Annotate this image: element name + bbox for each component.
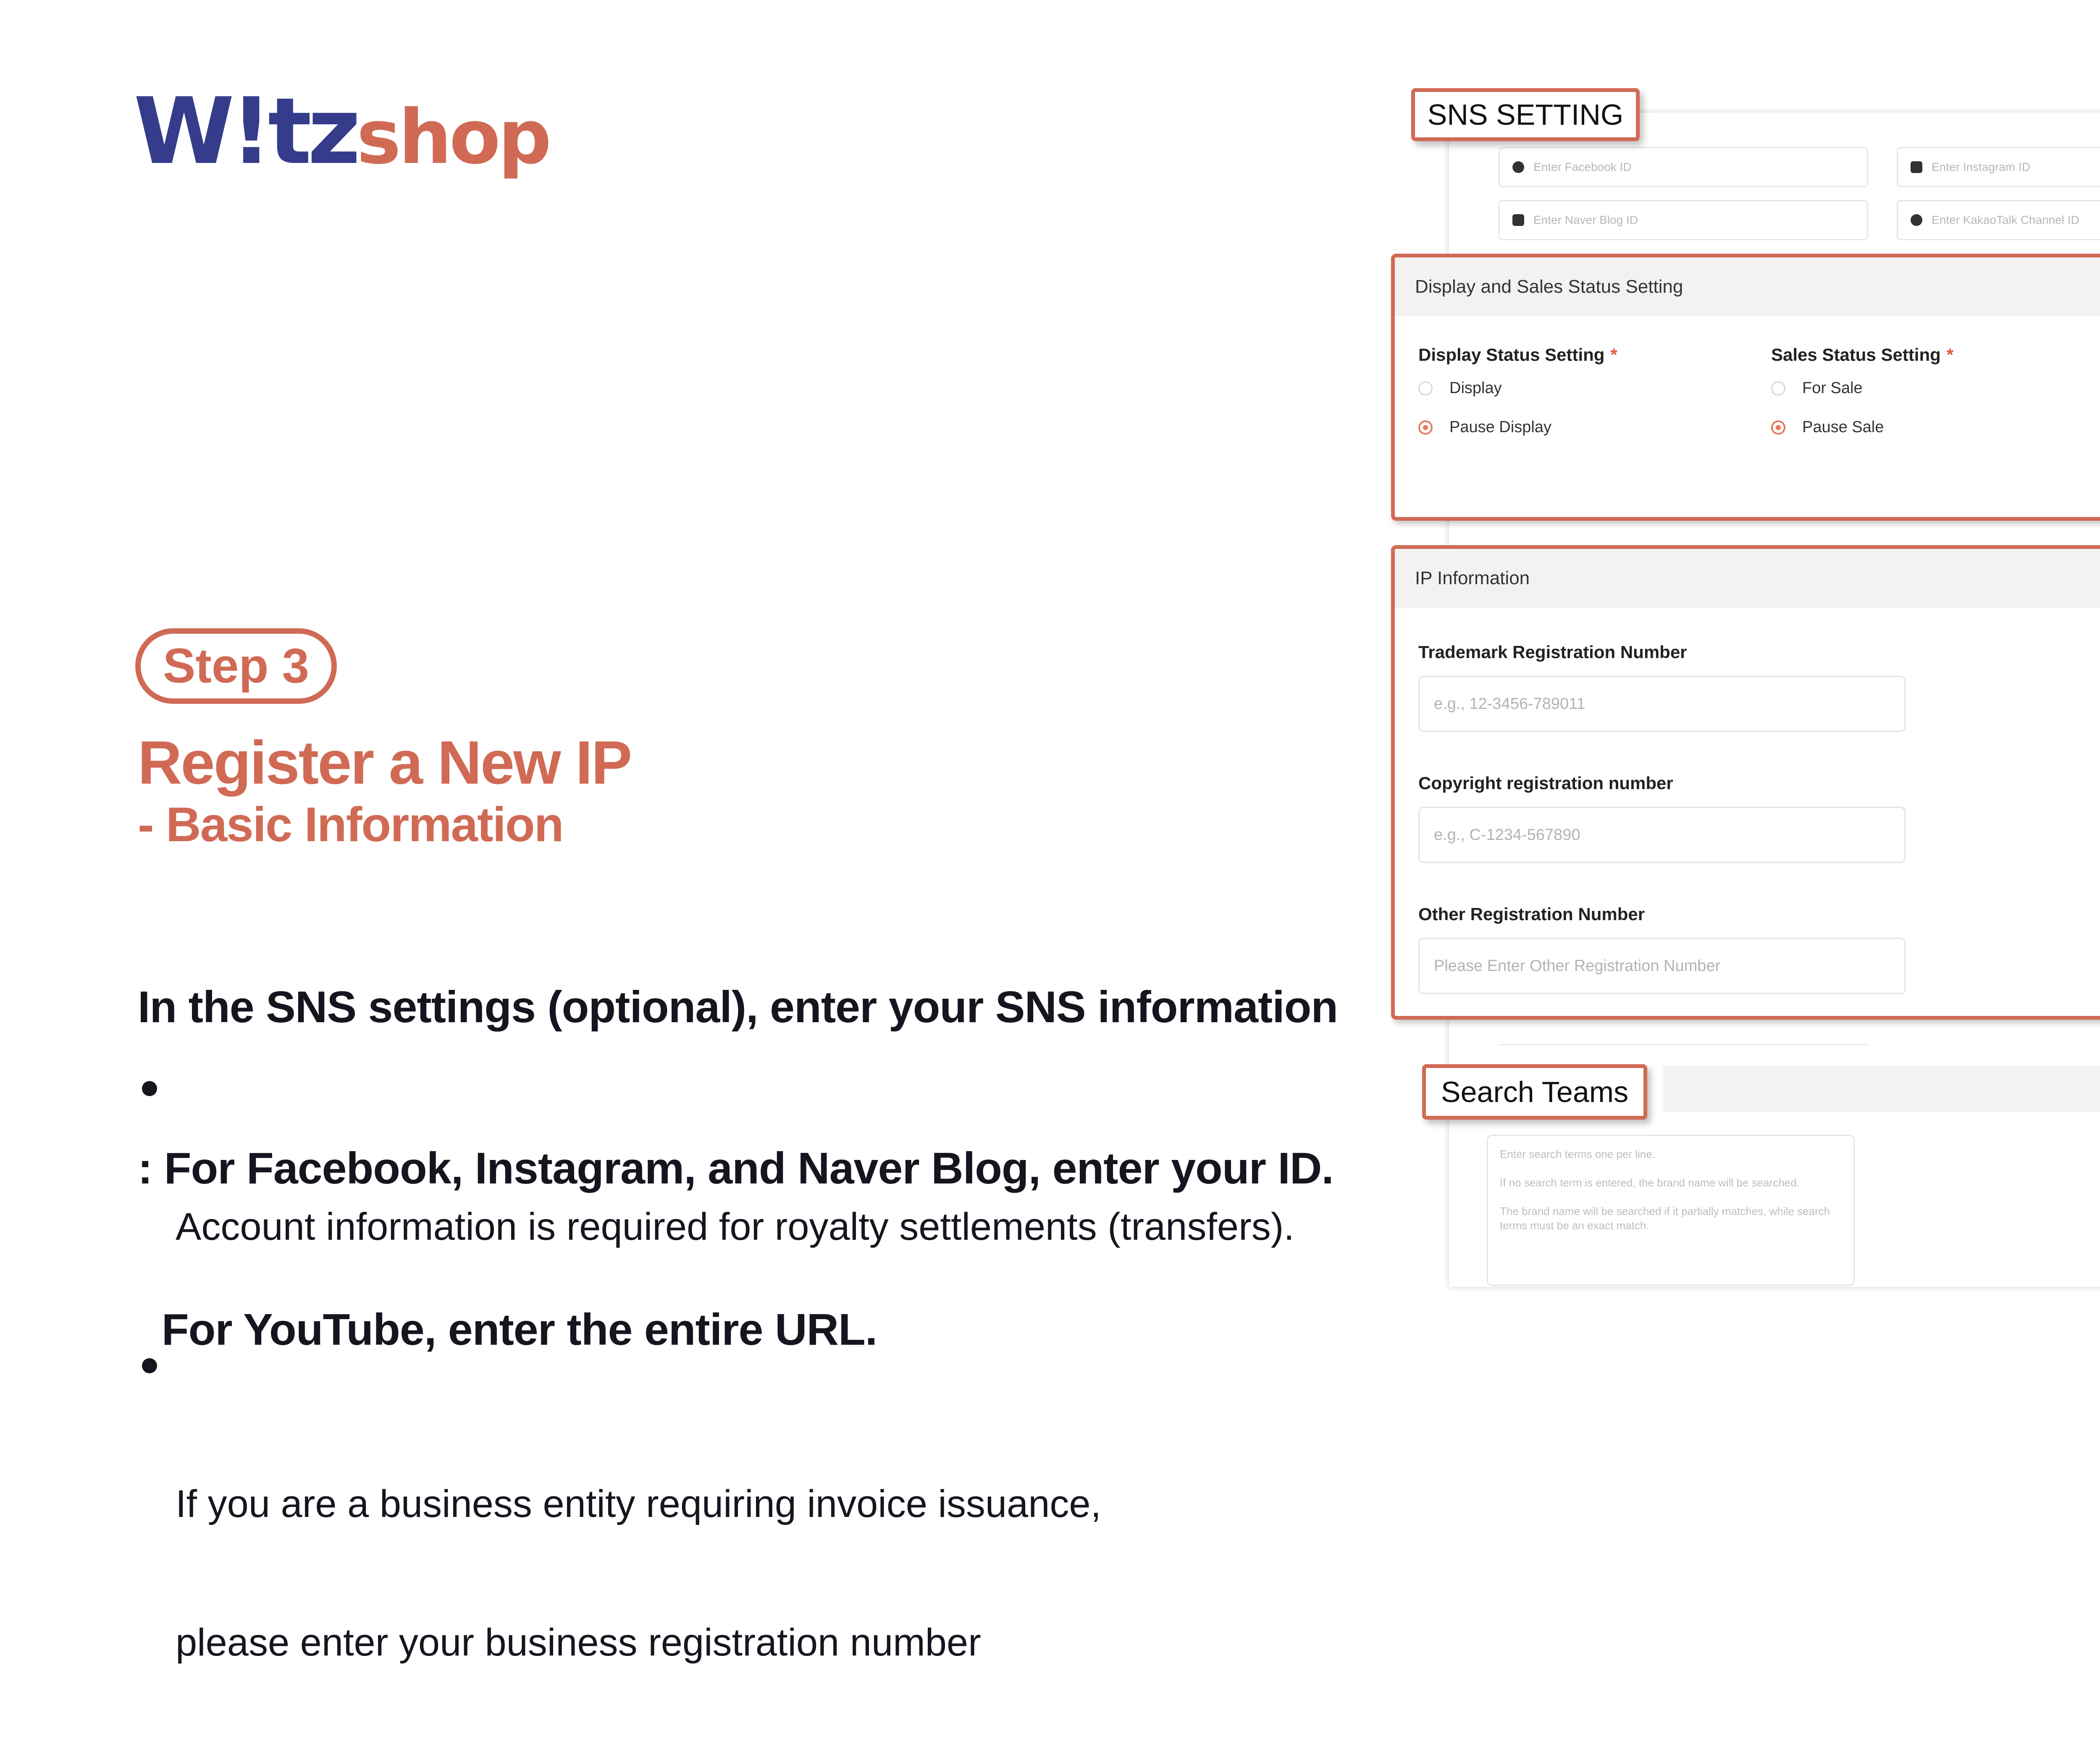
instagram-icon <box>1911 161 1922 173</box>
radio-for-sale[interactable]: For Sale <box>1771 379 1953 397</box>
bullet-dot-icon <box>142 1358 157 1373</box>
kakao-channel-id-input[interactable]: Enter KakaoTalk Channel ID <box>1897 200 2100 240</box>
textarea-hint-line: Enter search terms one per line. <box>1500 1148 1655 1160</box>
logo-wordmark-shop: shop <box>356 94 549 181</box>
facebook-id-input[interactable]: Enter Facebook ID <box>1499 147 1868 187</box>
kakaotalk-icon <box>1911 214 1922 226</box>
trademark-number-input[interactable]: e.g., 12-3456-789011 <box>1418 676 1906 732</box>
witzshop-logo <box>134 79 549 195</box>
other-registration-input[interactable]: Please Enter Other Registration Number <box>1418 938 1906 994</box>
trademark-label: Trademark Registration Number <box>1418 642 1687 662</box>
display-status-label: Display Status Setting * <box>1418 345 1617 365</box>
naver-blog-id-input[interactable]: Enter Naver Blog ID <box>1499 200 1868 240</box>
sns-setting-callout: SNS SETTING <box>1411 88 1640 141</box>
radio-pause-sale[interactable]: Pause Sale <box>1771 418 1953 436</box>
description-line: : For Facebook, Instagram, and Naver Blog, enter your ID. <box>138 1144 1334 1193</box>
logo-wordmark-witz: W!tz <box>134 79 357 185</box>
description-line: In the SNS settings (optional), enter your SNS information <box>138 982 1338 1032</box>
status-section-header: Display and Sales Status Setting <box>1395 257 2100 316</box>
copyright-label: Copyright registration number <box>1418 773 1673 793</box>
facebook-icon <box>1512 161 1524 173</box>
radio-on-icon <box>1418 420 1433 435</box>
sales-status-group <box>1771 345 1953 436</box>
display-status-group <box>1418 345 1617 436</box>
radio-pause-display[interactable]: Pause Display <box>1418 418 1617 436</box>
bullet-text: Account information is required for royalty settlements (transfers). <box>176 1205 1294 1248</box>
page-subtitle: - Basic Information <box>138 797 563 852</box>
bullet-text: If you are a business entity requiring invoice issuance, <box>176 1482 1102 1525</box>
bullet-item <box>138 1342 1294 1758</box>
radio-on-icon <box>1771 420 1785 435</box>
ip-information-section <box>1391 545 2100 1020</box>
other-registration-label: Other Registration Number <box>1418 904 1645 924</box>
ip-section-header: IP Information <box>1395 549 2100 608</box>
radio-display[interactable]: Display <box>1418 379 1617 397</box>
description-line: For YouTube, enter the entire URL. <box>138 1305 877 1354</box>
textarea-hint-line: The brand name will be searched if it partially matches, while search terms must be an exact match. <box>1500 1205 1830 1232</box>
radio-off-icon <box>1418 381 1433 396</box>
status-setting-section <box>1391 254 2100 521</box>
search-terms-header-bar <box>1663 1066 2100 1112</box>
bullet-item <box>138 1065 1294 1342</box>
search-teams-callout: Search Teams <box>1422 1064 1647 1120</box>
bullet-dot-icon <box>142 1081 157 1096</box>
copyright-number-input[interactable]: e.g., C-1234-567890 <box>1418 807 1906 863</box>
bullet-text: please enter your business registration number <box>176 1621 981 1664</box>
textarea-hint-line: If no search term is entered, the brand name will be searched. <box>1500 1176 1800 1189</box>
sales-status-label: Sales Status Setting * <box>1771 345 1954 365</box>
naver-blog-icon <box>1512 214 1524 226</box>
page-title: Register a New IP <box>138 728 631 797</box>
instagram-id-input[interactable]: Enter Instagram ID <box>1897 147 2100 187</box>
divider <box>1499 1044 1868 1045</box>
radio-off-icon <box>1771 381 1785 396</box>
step-badge: Step 3 <box>135 628 337 704</box>
bullet-list <box>138 1065 1294 1758</box>
search-terms-textarea[interactable] <box>1487 1135 1855 1286</box>
